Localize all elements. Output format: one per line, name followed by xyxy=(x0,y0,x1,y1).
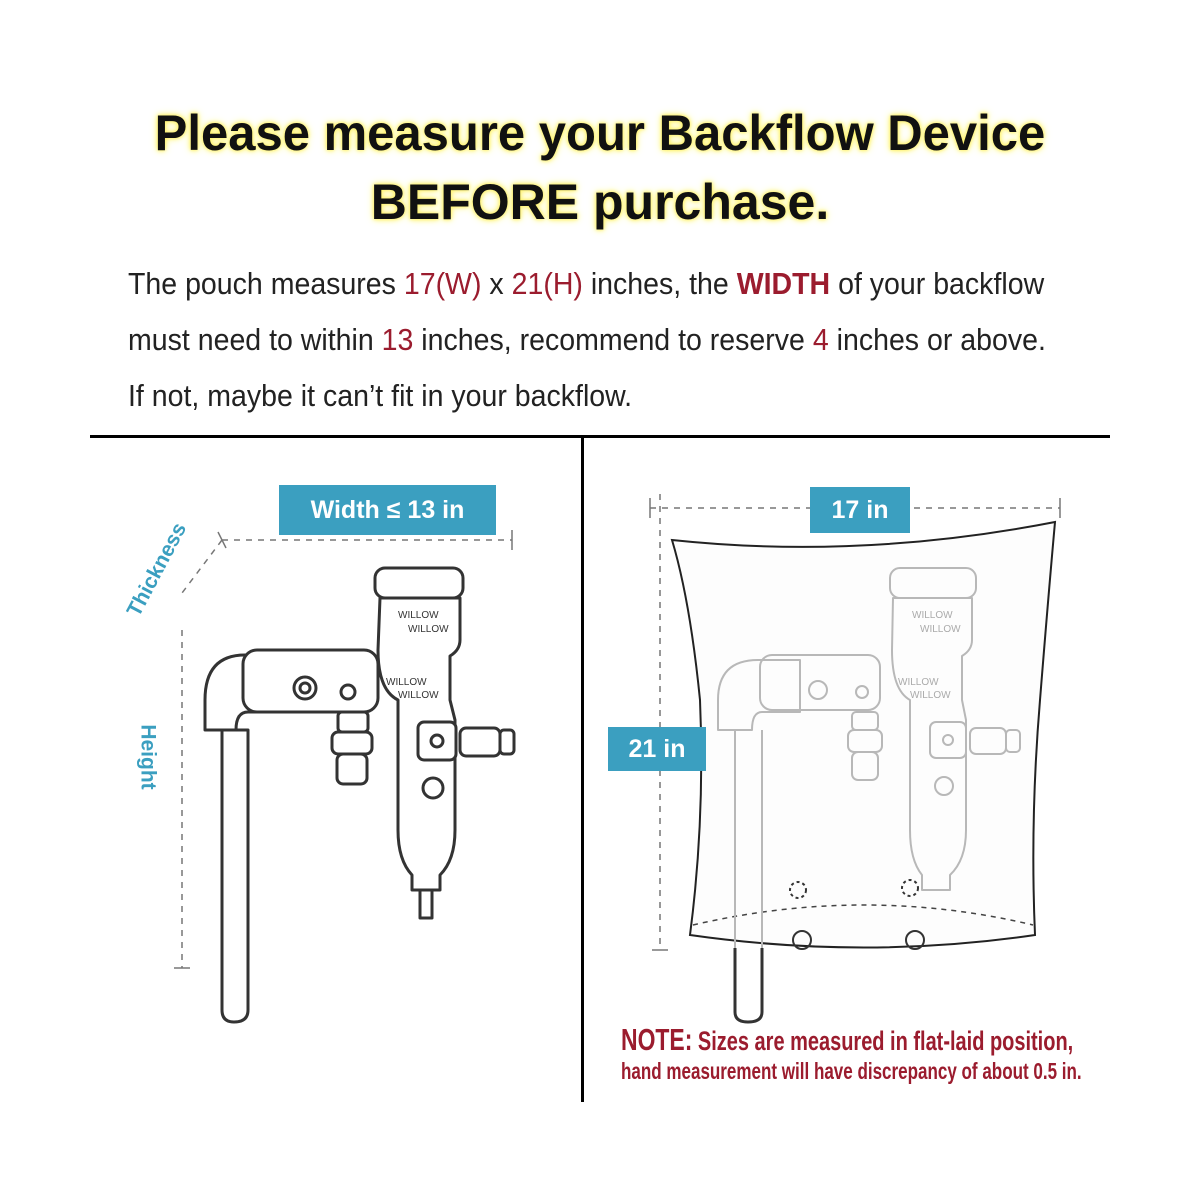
valve-label: WILLOW xyxy=(408,624,449,635)
width-limit-badge: Width ≤ 13 in xyxy=(279,485,496,535)
valve-label: WILLOW xyxy=(398,610,439,621)
note-heading: NOTE: xyxy=(621,1022,693,1057)
description-line-3: If not, maybe it can’t fit in your backflow. xyxy=(128,378,633,413)
desc-text: x xyxy=(481,266,512,301)
reserve-value: 4 xyxy=(812,322,829,357)
pipe-below-pouch xyxy=(735,948,762,1022)
width-emphasis: WIDTH xyxy=(736,266,831,301)
valve-label: WILLOW xyxy=(912,610,953,621)
pouch-outline xyxy=(672,522,1055,948)
thickness-label: Thickness xyxy=(122,519,192,621)
note-text: Sizes are measured in flat-laid position, xyxy=(692,1026,1074,1056)
desc-text: of your backflow xyxy=(830,266,1045,301)
page-subtitle: BEFORE purchase. xyxy=(370,174,830,230)
pouch-height-value: 21(H) xyxy=(511,266,583,301)
valve-label: WILLOW xyxy=(910,690,951,701)
desc-text: inches, the xyxy=(582,266,737,301)
max-width-value: 13 xyxy=(381,322,414,357)
pouch-width-value: 17(W) xyxy=(403,266,482,301)
valve-label: WILLOW xyxy=(898,677,939,688)
note-line-2: hand measurement will have discrepancy of about 0.5 in. xyxy=(621,1058,1082,1084)
backflow-device-drawing xyxy=(205,568,514,1022)
note-line-1 xyxy=(621,1022,1073,1058)
valve-label: WILLOW xyxy=(920,624,961,635)
height-label: Height xyxy=(136,724,160,790)
desc-text: inches, recommend to reserve xyxy=(413,322,813,357)
pouch-height-badge: 21 in xyxy=(608,727,706,771)
desc-text: inches or above. xyxy=(828,322,1046,357)
desc-text: The pouch measures xyxy=(128,266,404,301)
valve-label: WILLOW xyxy=(398,690,439,701)
pouch-width-badge: 17 in xyxy=(810,487,910,533)
desc-text: must need to within xyxy=(128,322,382,357)
page-title: Please measure your Backflow Device xyxy=(154,105,1046,161)
valve-label: WILLOW xyxy=(386,677,427,688)
